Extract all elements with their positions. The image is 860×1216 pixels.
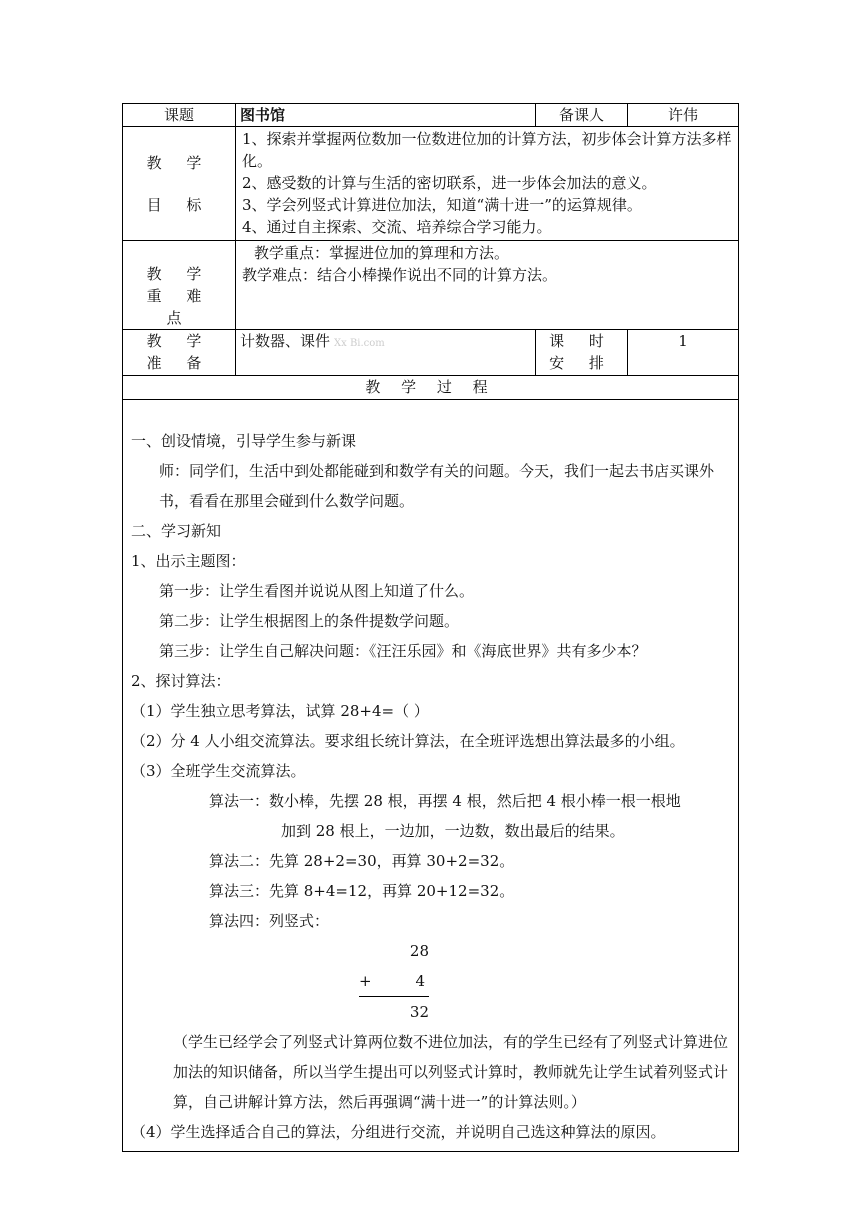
period-label-bottom: 安 排 xyxy=(549,354,614,372)
topic-label: 课题 xyxy=(123,104,236,127)
process-heading: 教 学 过 程 xyxy=(123,376,739,400)
preparer-label: 备课人 xyxy=(536,104,628,127)
goal-item: 2、感受数的计算与生活的密切联系，进一步体会加法的意义。 xyxy=(242,174,657,192)
vertical-addend-row xyxy=(359,966,429,997)
preparation-row xyxy=(123,330,739,376)
period-label-cell xyxy=(536,330,628,376)
key-points-label-bottom: 重 难 点 xyxy=(146,287,212,327)
goals-content xyxy=(236,127,739,241)
vertical-addend: 4 xyxy=(415,972,425,990)
preparer-value: 许伟 xyxy=(628,104,739,127)
key-points-label-cell xyxy=(123,241,236,330)
teaching-focus: 教学重点：掌握进位加的算理和方法。 xyxy=(254,244,510,262)
key-points-content xyxy=(236,241,739,330)
vertical-result: 32 xyxy=(409,1003,429,1021)
header-row xyxy=(123,104,739,127)
preparation-label-top: 教 学 xyxy=(146,332,212,350)
question-3: （3）全班学生交流算法。 xyxy=(131,762,306,780)
section-1-title: 一、创设情境，引导学生参与新课 xyxy=(131,432,357,450)
goals-label-bottom: 目 标 xyxy=(146,195,212,214)
vertical-top: 28 xyxy=(409,942,429,960)
topic-value: 图书馆 xyxy=(236,104,536,127)
preparation-value-cell xyxy=(236,330,536,376)
vertical-addition xyxy=(359,936,429,1027)
preparation-label-bottom: 准 备 xyxy=(146,354,212,372)
goals-label-top: 教 学 xyxy=(146,153,212,172)
question-2: （2）分 4 人小组交流算法。要求组长统计算法，在全班评选想出算法最多的小组。 xyxy=(131,732,685,750)
watermark-text: Xx Bi.com xyxy=(334,338,385,349)
vertical-operator: + xyxy=(359,972,372,990)
goals-label-cell xyxy=(123,127,236,241)
section-2-title: 二、学习新知 xyxy=(131,522,222,540)
step-3: 第三步：让学生自己解决问题：《汪汪乐园》和《海底世界》共有多少本？ xyxy=(159,642,647,660)
step-1: 第一步：让学生看图并说说从图上知道了什么。 xyxy=(159,582,475,600)
lesson-plan-table xyxy=(122,103,739,1152)
question-1: （1）学生独立思考算法，试算 28+4=（ ） xyxy=(131,702,429,720)
teaching-difficulty: 教学难点：结合小棒操作说出不同的计算方法。 xyxy=(242,266,558,284)
question-4: （4）学生选择适合自己的算法，分组进行交流，并说明自己选这种算法的原因。 xyxy=(131,1123,666,1141)
goal-item: 3、学会列竖式计算进位加法，知道“满十进一”的运算规律。 xyxy=(242,196,642,214)
algorithm-1-line-2: 加到 28 根上，一边加，一边数，数出最后的结果。 xyxy=(281,822,625,840)
algorithm-3: 算法三：先算 8+4=12，再算 20+12=32。 xyxy=(209,882,515,900)
period-label-top: 课 时 xyxy=(549,332,614,350)
step-2: 第二步：让学生根据图上的条件提数学问题。 xyxy=(159,612,460,630)
key-points-row xyxy=(123,241,739,330)
algorithm-1-line-1: 算法一：数小棒，先摆 28 根，再摆 4 根，然后把 4 根小棒一根一根地 xyxy=(209,792,681,810)
process-heading-row xyxy=(123,376,739,400)
preparation-value: 计数器、课件 xyxy=(240,332,331,350)
goal-item: 4、通过自主探索、交流、培养综合学习能力。 xyxy=(242,218,552,236)
algorithm-2: 算法二：先算 28+2=30，再算 30+2=32。 xyxy=(209,852,515,870)
section-1-text: 师：同学们，生活中到处都能碰到和数学有关的问题。今天，我们一起去书店买课外书，看看在那里会碰到什么数学问题。 xyxy=(159,462,715,510)
process-row xyxy=(123,400,739,1152)
part-2-title: 2、探讨算法： xyxy=(131,672,231,690)
period-value: 1 xyxy=(628,330,739,376)
process-content xyxy=(123,400,739,1152)
vertical-top-row xyxy=(359,936,429,966)
algorithm-4: 算法四：列竖式： xyxy=(209,912,330,930)
key-points-label-top: 教 学 xyxy=(146,265,212,283)
part-1-title: 1、出示主题图： xyxy=(131,552,246,570)
vertical-result-row xyxy=(359,997,429,1027)
goals-row xyxy=(123,127,739,241)
goal-item: 1、探索并掌握两位数加一位数进位加的计算方法，初步体会计算方法多样化。 xyxy=(242,130,732,170)
teacher-note: （学生已经学会了列竖式计算两位数不进位加法，有的学生已经有了列竖式计算进位加法的知识储备，所以当学生提出可以列竖式计算时，教师就先让学生试着列竖式计算，自己讲解计算方法，然后再强调“满十进一”的计算法则。） xyxy=(173,1033,729,1111)
preparation-label-cell xyxy=(123,330,236,376)
